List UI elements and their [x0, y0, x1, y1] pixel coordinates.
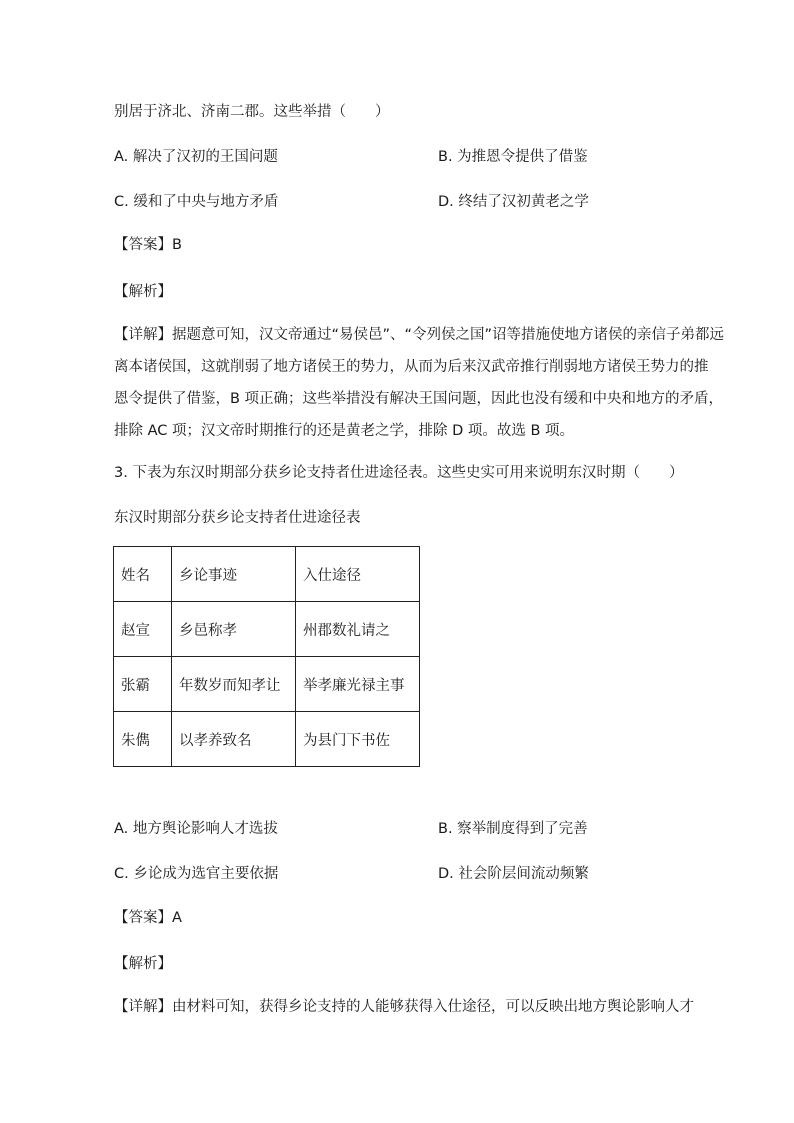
table-row — [114, 657, 420, 712]
q2-option-d: D. 终结了汉初黄老之学 — [438, 194, 589, 210]
q2-option-c: C. 缓和了中央与地方矛盾 — [114, 194, 279, 210]
table-cell: 乡邑称孝 — [172, 602, 296, 657]
q3-analysis-title: 【解析】 — [114, 956, 172, 972]
table-cell: 张霸 — [114, 657, 172, 712]
q2-option-a: A. 解决了汉初的王国问题 — [114, 149, 278, 165]
q3-table-title: 东汉时期部分获乡论支持者仕进途径表 — [114, 510, 361, 526]
table-header-row — [114, 547, 420, 602]
career-path-table — [113, 546, 420, 767]
q2-detail-line: 恩令提供了借鉴，B 项正确；这些举措没有解决王国问题，因此也没有缓和中央和地方的矛盾， — [114, 391, 724, 407]
q3-answer: 【答案】A — [114, 910, 182, 926]
q2-answer: 【答案】B — [114, 237, 182, 253]
q3-option-d: D. 社会阶层间流动频繁 — [438, 866, 589, 882]
table-header-cell: 入仕途径 — [296, 547, 420, 602]
q2-detail-line: 离本诸侯国，这就削弱了地方诸侯王的势力，从而为后来汉武帝推行削弱地方诸侯王势力的推 — [114, 359, 709, 375]
q3-stem: 3. 下表为东汉时期部分获乡论支持者仕进途径表。这些史实可用来说明东汉时期（ ） — [114, 465, 684, 481]
q3-detail-line: 【详解】由材料可知，获得乡论支持的人能够获得入仕途径，可以反映出地方舆论影响人才 — [114, 999, 694, 1015]
table-header-cell: 姓名 — [114, 547, 172, 602]
q3-option-a: A. 地方舆论影响人才选拔 — [114, 821, 278, 837]
q2-analysis-title: 【解析】 — [114, 284, 172, 300]
table-row — [114, 712, 420, 767]
table-cell: 以孝养致名 — [172, 712, 296, 767]
table-cell: 举孝廉光禄主事 — [296, 657, 420, 712]
q2-stem-end: 别居于济北、济南二郡。这些举措（ ） — [114, 104, 390, 120]
q3-option-c: C. 乡论成为选官主要依据 — [114, 866, 279, 882]
table-cell: 年数岁而知孝让 — [172, 657, 296, 712]
q2-detail-line: 【详解】据题意可知，汉文帝通过“易侯邑”、“令列侯之国”诏等措施使地方诸侯的亲信子弟都远 — [114, 327, 725, 343]
table-cell: 为县门下书佐 — [296, 712, 420, 767]
table-row — [114, 602, 420, 657]
table-cell: 州郡数礼请之 — [296, 602, 420, 657]
q2-option-b: B. 为推恩令提供了借鉴 — [438, 149, 588, 165]
table-cell: 朱儁 — [114, 712, 172, 767]
q3-option-b: B. 察举制度得到了完善 — [438, 821, 588, 837]
table-cell: 赵宣 — [114, 602, 172, 657]
table-header-cell: 乡论事迹 — [172, 547, 296, 602]
q2-detail-line: 排除 AC 项；汉文帝时期推行的还是黄老之学，排除 D 项。故选 B 项。 — [114, 423, 575, 439]
